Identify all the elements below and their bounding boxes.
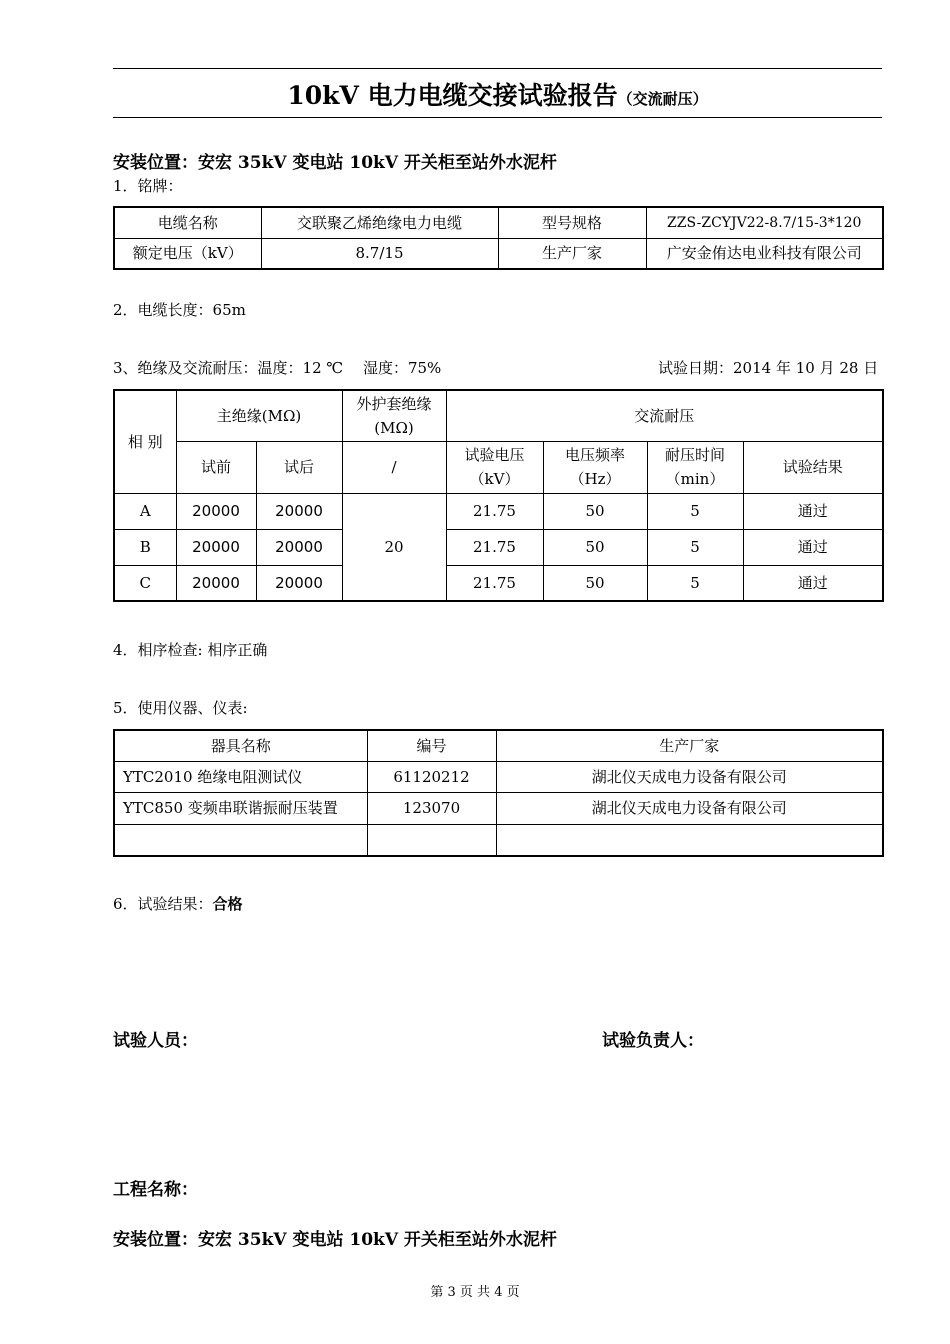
before-value: 20000 bbox=[176, 493, 256, 529]
instrument-number: 61120212 bbox=[367, 761, 496, 792]
nameplate-table bbox=[113, 206, 884, 270]
duration-value: 5 bbox=[647, 565, 743, 601]
frequency-value: 50 bbox=[543, 529, 647, 565]
instrument-header: 器具名称 bbox=[114, 730, 367, 761]
nameplate-cell: ZZS-ZCYJV22-8.7/15-3*120 bbox=[646, 207, 883, 238]
slash-cell: / bbox=[342, 441, 446, 493]
phase-cell: B bbox=[114, 529, 176, 565]
nameplate-cell: 交联聚乙烯绝缘电力电缆 bbox=[261, 207, 498, 238]
phase-cell: A bbox=[114, 493, 176, 529]
frequency-value: 50 bbox=[543, 565, 647, 601]
install-location-2: 安装位置：安宏 35kV 变电站 10kV 开关柜至站外水泥杆 bbox=[113, 1230, 557, 1250]
voltage-header: 试验电压（kV） bbox=[446, 441, 543, 493]
phase-sequence-check: 4．相序检查: 相序正确 bbox=[113, 641, 268, 659]
tester-signature: 试验人员： bbox=[113, 1031, 198, 1051]
responsible-signature: 试验负责人： bbox=[602, 1031, 704, 1051]
before-value: 20000 bbox=[176, 565, 256, 601]
nameplate-cell: 广安金侑达电业科技有限公司 bbox=[646, 238, 883, 269]
instrument-table bbox=[113, 729, 884, 857]
main-insulation-header: 主绝缘(MΩ) bbox=[176, 390, 342, 441]
test-result-label: 6．试验结果： bbox=[113, 895, 213, 913]
section3-heading: 3、绝缘及交流耐压：温度：12 ℃ 湿度：75% bbox=[113, 359, 442, 377]
after-header: 试后 bbox=[256, 441, 342, 493]
test-date: 试验日期：2014 年 10 月 28 日 bbox=[658, 359, 879, 377]
result-value: 通过 bbox=[743, 529, 883, 565]
nameplate-cell: 型号规格 bbox=[498, 207, 646, 238]
section5-heading: 5．使用仪器、仪表: bbox=[113, 699, 248, 717]
after-value: 20000 bbox=[256, 565, 342, 601]
phase-header: 相 别 bbox=[114, 390, 176, 493]
result-value: 通过 bbox=[743, 493, 883, 529]
result-header: 试验结果 bbox=[743, 441, 883, 493]
nameplate-cell: 8.7/15 bbox=[261, 238, 498, 269]
title-subtitle: （交流耐压） bbox=[617, 90, 708, 108]
install-location: 安装位置：安宏 35kV 变电站 10kV 开关柜至站外水泥杆 bbox=[113, 153, 557, 173]
instrument-number bbox=[367, 824, 496, 856]
report-title bbox=[113, 79, 882, 116]
nameplate-cell: 生产厂家 bbox=[498, 238, 646, 269]
nameplate-cell: 额定电压（kV） bbox=[114, 238, 261, 269]
section1-heading: 1．铭牌： bbox=[113, 177, 183, 195]
duration-header: 耐压时间（min） bbox=[647, 441, 743, 493]
instrument-name: YTC850 变频串联谐振耐压装置 bbox=[114, 792, 367, 824]
instrument-header: 编号 bbox=[367, 730, 496, 761]
instrument-name bbox=[114, 824, 367, 856]
instrument-number: 123070 bbox=[367, 792, 496, 824]
instrument-header: 生产厂家 bbox=[496, 730, 883, 761]
voltage-value: 21.75 bbox=[446, 529, 543, 565]
instrument-maker bbox=[496, 824, 883, 856]
voltage-value: 21.75 bbox=[446, 565, 543, 601]
title-main: 10kV 电力电缆交接试验报告 bbox=[287, 81, 618, 110]
project-name: 工程名称： bbox=[113, 1180, 198, 1200]
frequency-header: 电压频率（Hz） bbox=[543, 441, 647, 493]
duration-value: 5 bbox=[647, 529, 743, 565]
instrument-maker: 湖北仪天成电力设备有限公司 bbox=[496, 761, 883, 792]
cable-length: 2．电缆长度：65m bbox=[113, 301, 246, 319]
title-rule bbox=[113, 117, 882, 118]
insulation-table bbox=[113, 389, 884, 602]
instrument-name: YTC2010 绝缘电阻测试仪 bbox=[114, 761, 367, 792]
instrument-maker: 湖北仪天成电力设备有限公司 bbox=[496, 792, 883, 824]
after-value: 20000 bbox=[256, 529, 342, 565]
page-footer: 第 3 页 共 4 页 bbox=[430, 1285, 520, 1300]
nameplate-cell: 电缆名称 bbox=[114, 207, 261, 238]
after-value: 20000 bbox=[256, 493, 342, 529]
ac-withstand-header: 交流耐压 bbox=[446, 390, 883, 441]
phase-cell: C bbox=[114, 565, 176, 601]
duration-value: 5 bbox=[647, 493, 743, 529]
top-rule bbox=[113, 68, 882, 69]
outer-sheath-header: 外护套绝缘(MΩ) bbox=[342, 390, 446, 441]
result-value: 通过 bbox=[743, 565, 883, 601]
outer-sheath-value: 20 bbox=[342, 493, 446, 601]
voltage-value: 21.75 bbox=[446, 493, 543, 529]
before-value: 20000 bbox=[176, 529, 256, 565]
before-header: 试前 bbox=[176, 441, 256, 493]
test-result-value: 合格 bbox=[212, 895, 243, 913]
test-result bbox=[113, 893, 243, 914]
frequency-value: 50 bbox=[543, 493, 647, 529]
